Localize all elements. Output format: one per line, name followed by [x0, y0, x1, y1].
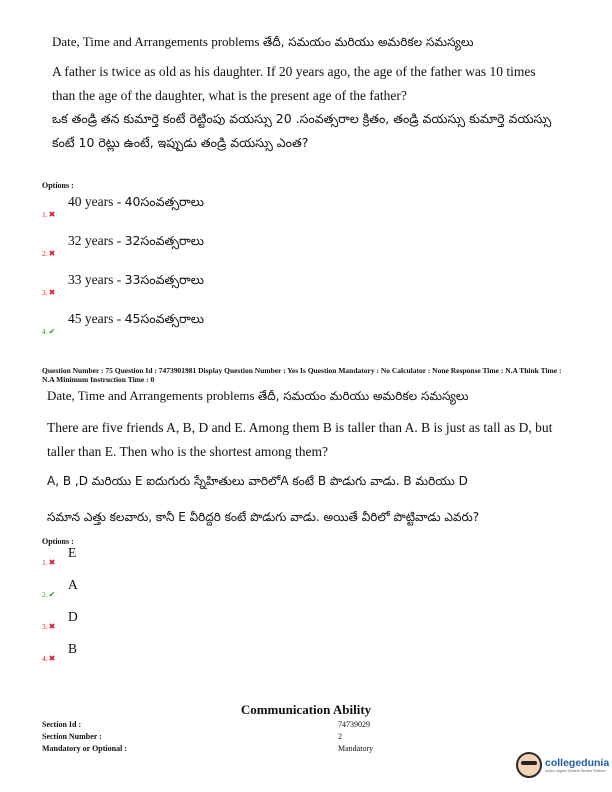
section-title: Communication Ability: [240, 702, 372, 717]
question-2-option-1[interactable]: [42, 545, 77, 567]
question-1-text-te: ఒక తండ్రి తన కుమార్తె కంటే రెట్టింపు వయస్సు 20 .సంవత్సరాల క్రితం, తండ్రి వయస్సు కుమార్తె వయస్సు కంటే 10 రెట్లు ఉంటే, ఇప్పుడు తండ్రి వయస్సు ఎంత?: [52, 111, 552, 150]
wrong-mark-icon: ✖: [48, 249, 56, 258]
wrong-mark-icon: ✖: [48, 558, 56, 567]
section-id-row: [42, 720, 370, 729]
correct-check-icon: ✔: [48, 327, 56, 336]
option-number: 2. ✖: [42, 249, 56, 258]
question-2-option-2[interactable]: [42, 577, 78, 599]
mascot-face-icon: [516, 752, 542, 778]
question-1-text-en: A father is twice as old as his daughter. If 20 years ago, the age of the father was 10 times than the age of the daughter, what is the present age of the father?: [52, 64, 536, 103]
option-number: 2. ✔: [42, 590, 56, 599]
question-1-option-1[interactable]: [42, 194, 204, 219]
question-2-topic-te: తేదీ, సమయం మరియు అమరికల సమస్యలు: [257, 389, 469, 403]
question-2-meta: Question Number : 75 Question Id : 7473901981 Display Question Number : Yes Is Question Mandatory : No Calculator : None Response Time : N.A Think Time : N.A Minimum Instruction Time : 0: [42, 366, 562, 384]
wrong-mark-icon: ✖: [48, 288, 56, 297]
collegedunia-logo: [516, 752, 609, 778]
section-number-row: [42, 732, 342, 741]
option-text: 45 years - 45సంవత్సరాలు: [68, 311, 204, 326]
section-id-label: Section Id :: [42, 720, 82, 729]
wrong-mark-icon: ✖: [48, 210, 56, 219]
question-1-option-2[interactable]: [42, 233, 204, 258]
question-2-text-te-line-2: సమాన ఎత్తు కలవారు, కానీ E వీరిద్దరి కంటే పొడుగు వాడు. అయితే వీరిలో పొట్టివాడు ఎవరు?: [47, 510, 480, 524]
option-number: 3. ✖: [42, 288, 56, 297]
correct-check-icon: ✔: [48, 590, 56, 599]
question-2-options-label: Options :: [42, 537, 74, 546]
question-1-option-3[interactable]: [42, 272, 204, 297]
option-number: 3. ✖: [42, 622, 56, 631]
option-number: 4. ✔: [42, 327, 56, 336]
question-2-option-3[interactable]: [42, 609, 78, 631]
question-1-topic-te: తేదీ, సమయం మరియు అమరికల సమస్యలు: [262, 35, 474, 49]
option-text: B: [68, 641, 78, 656]
question-1-option-4[interactable]: [42, 311, 204, 336]
question-1-topic: [52, 34, 474, 52]
question-1-options-label: Options :: [42, 181, 74, 190]
option-number: 4. ✖: [42, 654, 56, 663]
option-text: A: [68, 577, 78, 592]
question-1-topic-en: Date, Time and Arrangements problems: [52, 34, 260, 49]
option-text: 40 years - 40సంవత్సరాలు: [68, 194, 204, 209]
section-mandatory-value: Mandatory: [338, 744, 374, 753]
option-number: 1. ✖: [42, 558, 56, 567]
section-id-value: 74739029: [338, 720, 370, 729]
wrong-mark-icon: ✖: [48, 622, 56, 631]
logo-tagline: India's largest Student Review Platform: [545, 769, 606, 773]
option-text: E: [68, 545, 77, 560]
question-2-topic-en: Date, Time and Arrangements problems: [47, 388, 255, 403]
option-text: 32 years - 32సంవత్సరాలు: [68, 233, 204, 248]
section-number-value: 2: [338, 732, 342, 741]
question-2-text-te-line-1: A, B ,D మరియు E ఐదుగురు స్నేహితులు వారిలోA కంటే B పొడుగు వాడు. B మరియు D: [47, 474, 468, 488]
wrong-mark-icon: ✖: [48, 654, 56, 663]
question-2-topic: [47, 388, 469, 406]
option-number: 1. ✖: [42, 210, 56, 219]
option-text: 33 years - 33సంవత్సరాలు: [68, 272, 204, 287]
section-mandatory-row: [42, 744, 373, 753]
question-2-option-4[interactable]: [42, 641, 78, 663]
section-mandatory-label: Mandatory or Optional :: [42, 744, 127, 753]
question-2-text-en: There are five friends A, B, D and E. Among them B is taller than A. B is just as tall as D, but taller than E. Then who is the shortest among them?: [47, 420, 553, 459]
option-text: D: [68, 609, 78, 624]
logo-name: collegedunia: [545, 757, 610, 769]
section-number-label: Section Number :: [42, 732, 102, 741]
